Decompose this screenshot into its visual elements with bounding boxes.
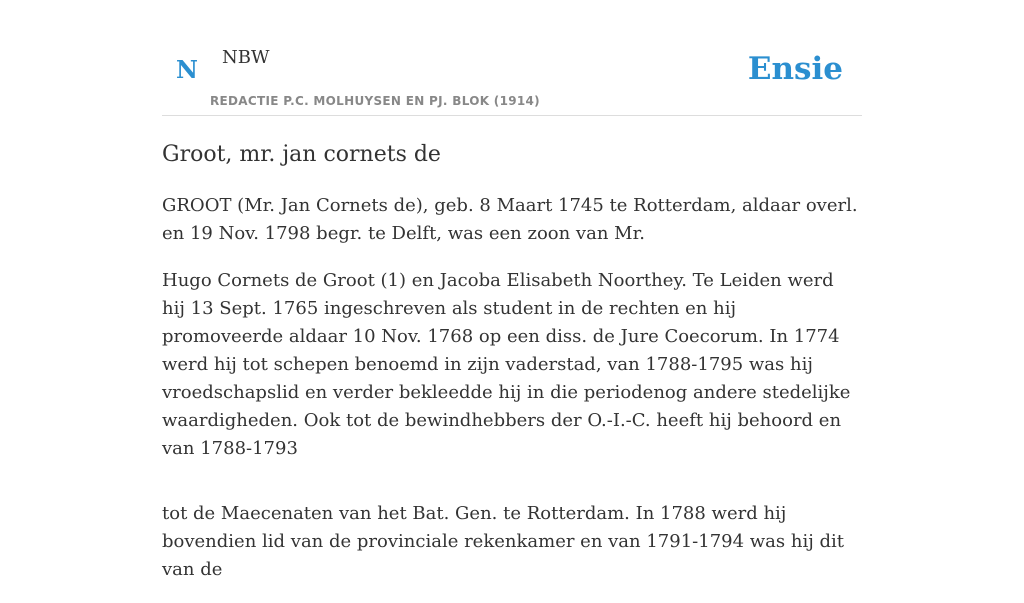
article-title: Groot, mr. jan cornets de — [162, 142, 441, 167]
article-paragraph: GROOT (Mr. Jan Cornets de), geb. 8 Maart 1745 te Rotterdam, aldaar overl. en 19 Nov. 1798 begr. te Delft, was een zoon van Mr. — [162, 195, 858, 244]
article-body — [162, 192, 862, 603]
article-paragraph: Hugo Cornets de Groot (1) en Jacoba Elisabeth Noorthey. Te Leiden werd hij 13 Sept. 1765 ingeschreven als student in de rechten en hij promoveerde aldaar 10 Nov. 1768 op een diss. de Jure Coecorum. In 1774 werd hij tot schepen benoemd in zijn vaderstad, van 1788-1795 was hij vroedschapslid en verder bekleedde hij in die periodenog andere stedelijke waardigheden. Ook tot de bewindhebbers der O.-I.-C. heeft hij behoord en van 1788-1793 — [162, 270, 851, 459]
source-name[interactable]: NBW — [222, 47, 270, 68]
page-container — [162, 0, 862, 580]
source-header — [162, 0, 862, 116]
source-subtitle: REDACTIE P.C. MOLHUYSEN EN PJ. BLOK (1914) — [210, 94, 540, 108]
article-paragraph: tot de Maecenaten van het Bat. Gen. te Rotterdam. In 1788 werd hij bovendien lid van de provinciale rekenkamer en van 1791-1794 was hij dit van de — [162, 503, 845, 580]
source-logo[interactable]: N — [176, 55, 198, 84]
brand-logo[interactable]: Ensie — [747, 51, 843, 87]
